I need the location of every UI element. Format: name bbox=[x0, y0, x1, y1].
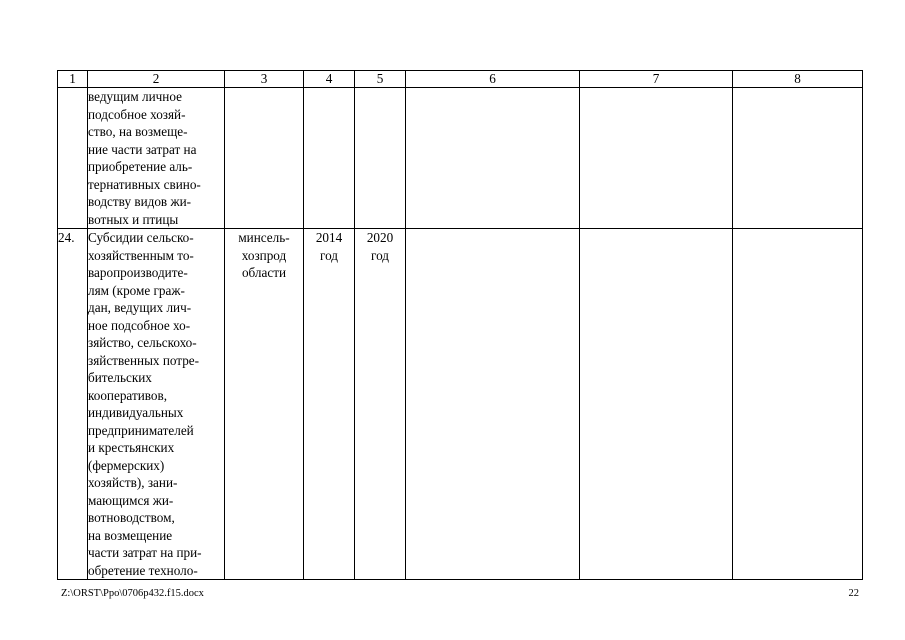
col6-cell bbox=[406, 88, 580, 229]
col8-cell bbox=[733, 88, 863, 229]
col6-cell bbox=[406, 229, 580, 580]
header-col-5: 5 bbox=[355, 71, 406, 88]
start-year-cell: 2014 год bbox=[304, 229, 355, 580]
footer-file-path: Z:\ORST\Ppo\0706p432.f15.docx bbox=[61, 588, 204, 599]
description-cell: ведущим личное подсобное хозяй- ство, на возмеще- ние части затрат на приобретение аль- тернативных свино- водству видов жи- вотных и птицы bbox=[88, 88, 225, 229]
page-number: 22 bbox=[848, 588, 859, 599]
header-col-6: 6 bbox=[406, 71, 580, 88]
header-row bbox=[58, 71, 863, 88]
end-year-cell bbox=[355, 88, 406, 229]
col8-cell bbox=[733, 229, 863, 580]
header-col-2: 2 bbox=[88, 71, 225, 88]
document-table bbox=[57, 70, 863, 580]
header-col-1: 1 bbox=[58, 71, 88, 88]
row-number-cell bbox=[58, 88, 88, 229]
table-row bbox=[58, 88, 863, 229]
header-col-4: 4 bbox=[304, 71, 355, 88]
end-year-cell: 2020 год bbox=[355, 229, 406, 580]
row-number-cell: 24. bbox=[58, 229, 88, 580]
col7-cell bbox=[580, 229, 733, 580]
start-year-cell bbox=[304, 88, 355, 229]
header-col-7: 7 bbox=[580, 71, 733, 88]
executor-cell: минсель- хозпрод области bbox=[225, 229, 304, 580]
description-cell: Субсидии сельско- хозяйственным то- варопроизводите- лям (кроме граж- дан, ведущих лич- ное подсобное хо- зяйство, сельскохо- зяйственных потре- бительских кооперативов, индивидуальных предпринимателей и крестьянских (фермерских) хозяйств), зани- мающимся жи- вотноводством, на возмещение части затрат на при- обретение техноло- bbox=[88, 229, 225, 580]
col7-cell bbox=[580, 88, 733, 229]
header-col-3: 3 bbox=[225, 71, 304, 88]
table-row bbox=[58, 229, 863, 580]
header-col-8: 8 bbox=[733, 71, 863, 88]
executor-cell bbox=[225, 88, 304, 229]
